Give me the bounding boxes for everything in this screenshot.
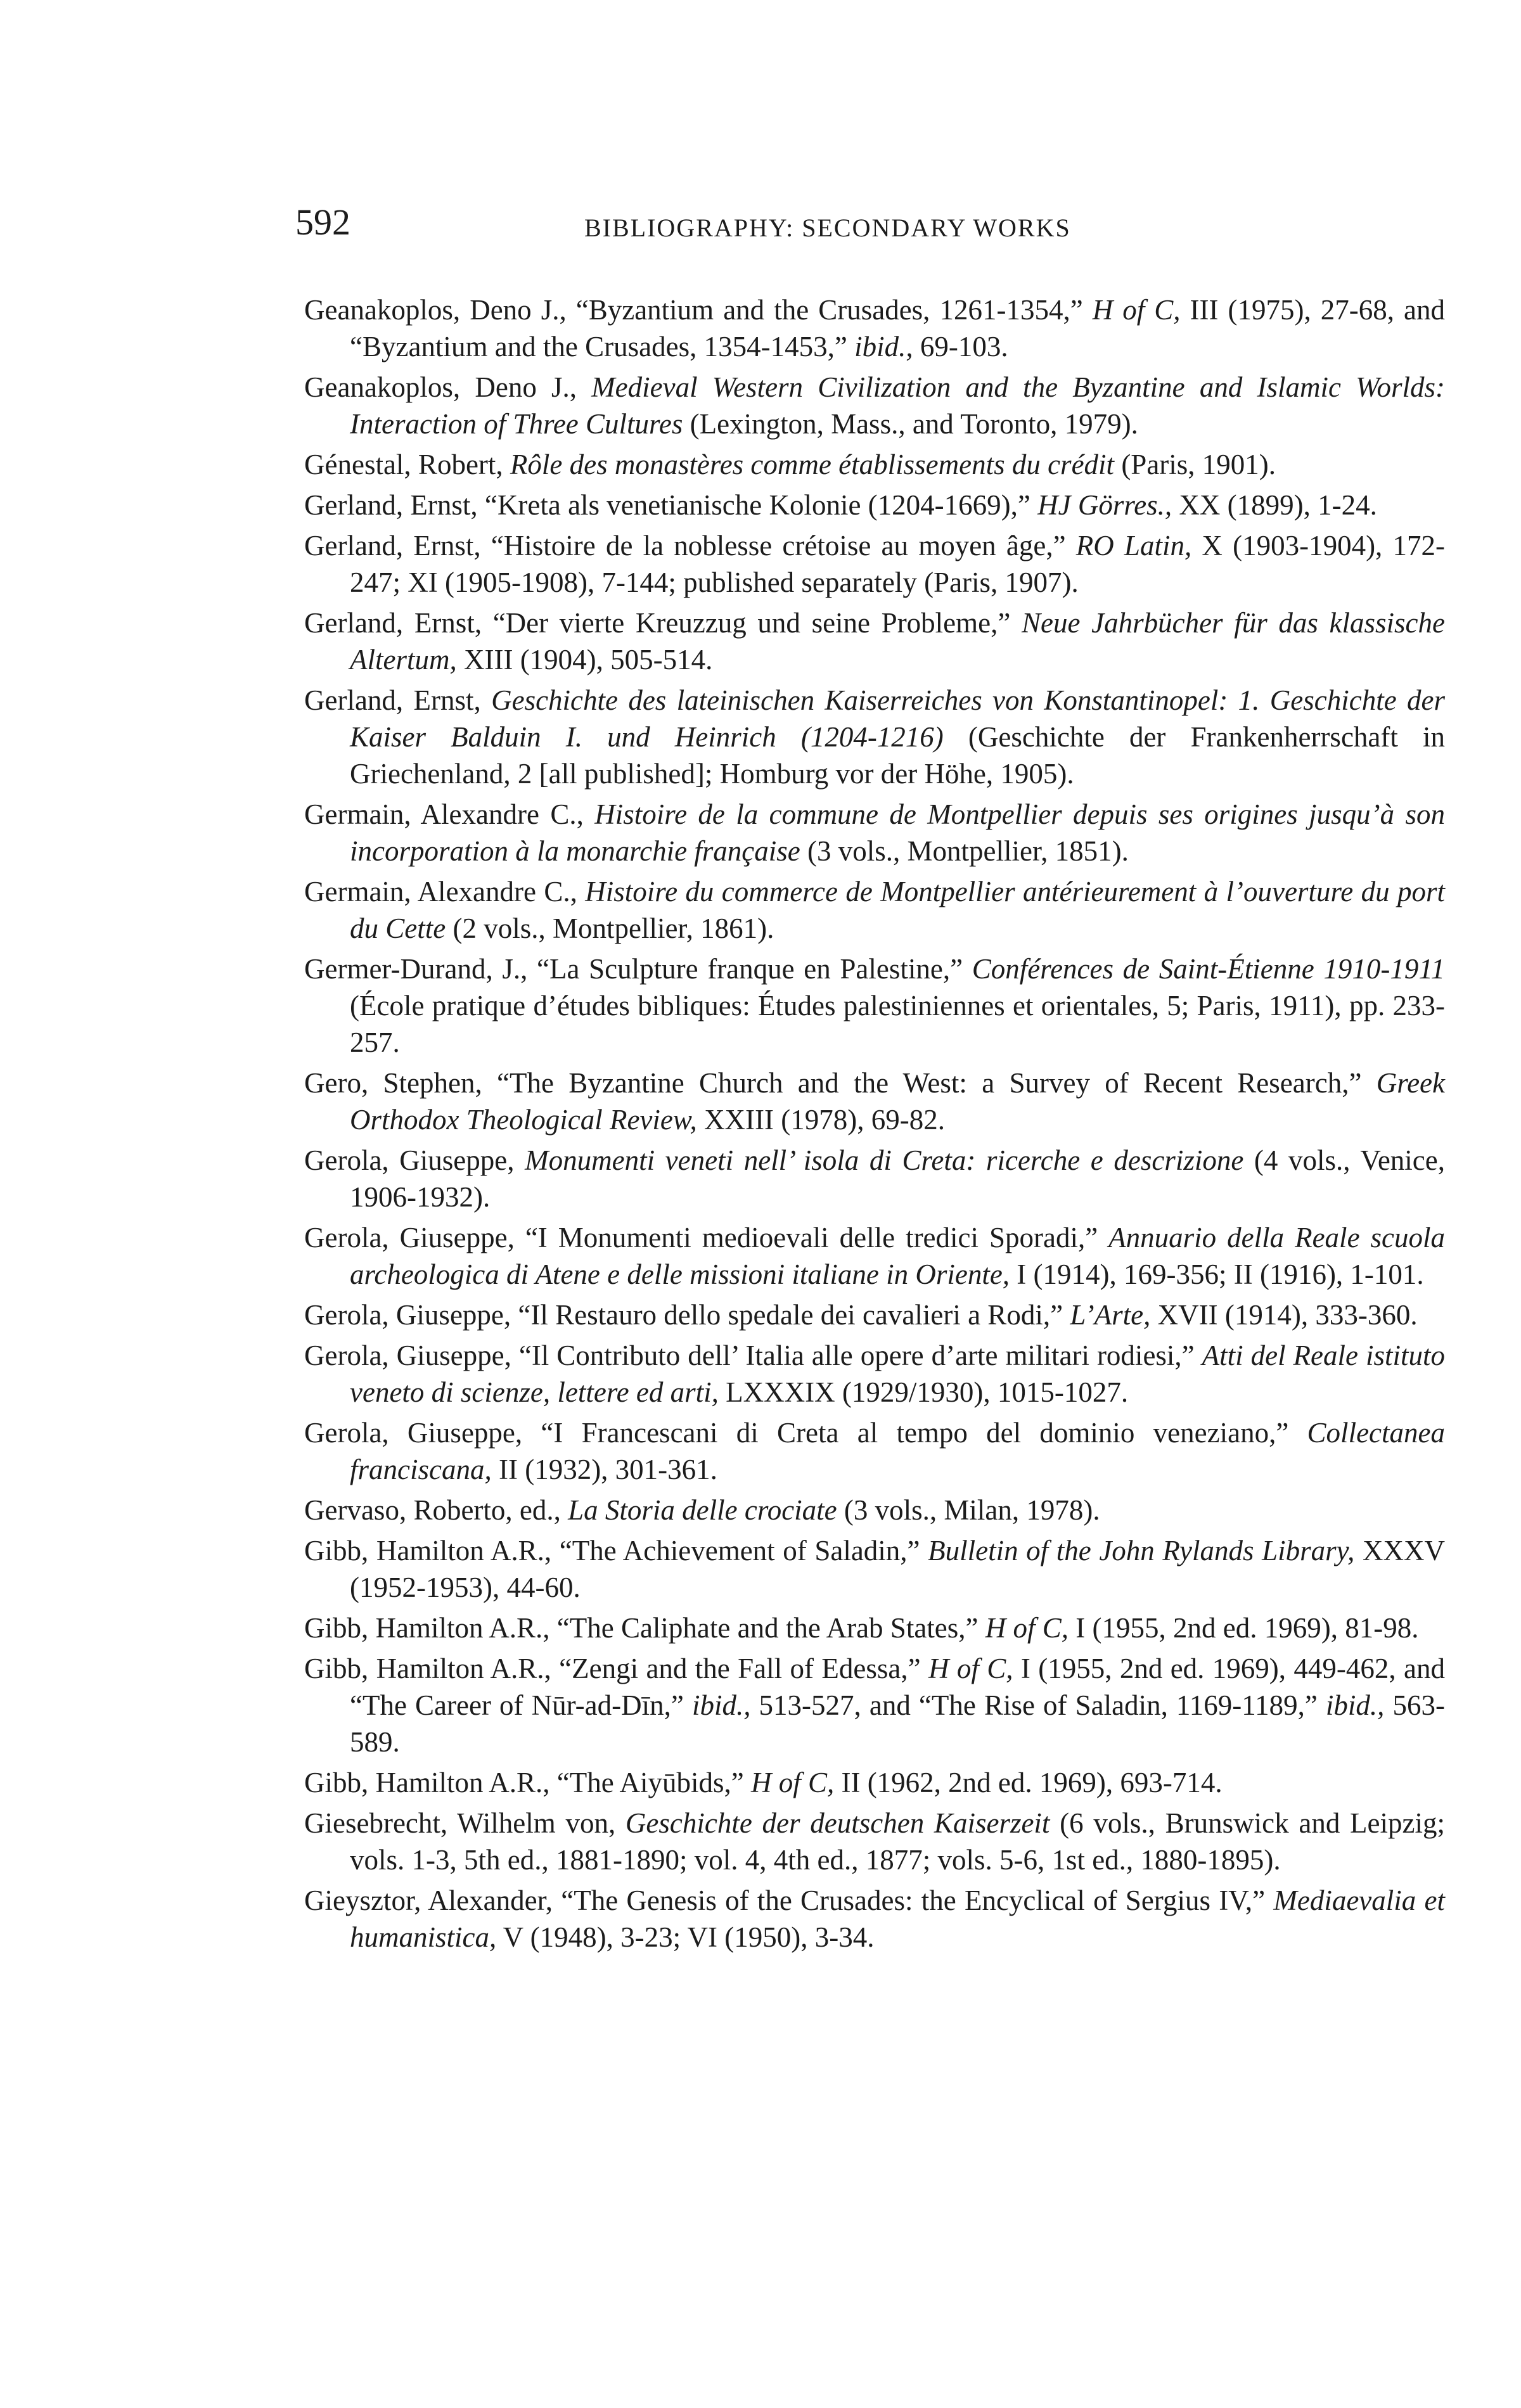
bibliography-entry: Gerola, Giuseppe, “I Francescani di Creta al tempo del dominio veneziano,” Collectanea franciscana, II (1932), 301-361. <box>304 1417 1445 1485</box>
bibliography-entry: Gibb, Hamilton A.R., “Zengi and the Fall of Edessa,” H of C, I (1955, 2nd ed. 1969), 449-462, and “The Career of Nūr-ad-Dīn,” ibid., 513-527, and “The Rise of Saladin, 1169-1189,” ibid., 563-589. <box>304 1653 1446 1758</box>
bibliography-entry: Germer-Durand, J., “La Sculpture franque en Palestine,” Conférences de Saint-Étienne 1910-1911 (École pratique d’études bibliques: Études palestiniennes et orientales, 5; Paris, 1911), pp. 233-257. <box>304 953 1446 1058</box>
bibliography-entry: Gerola, Giuseppe, Monumenti veneti nell’ isola di Creta: ricerche e descrizione (4 vols., Venice, 1906-1932). <box>304 1144 1446 1213</box>
bibliography-list <box>304 291 1445 1959</box>
bibliography-entry: Gerland, Ernst, Geschichte des lateinischen Kaiserreiches von Konstantinopel: 1. Geschichte der Kaiser Balduin I. und Heinrich (1204-1216) (Geschichte der Frankenherrschaft in Griechenland, 2 [all published]; Homburg vor der Höhe, 1905). <box>304 684 1445 790</box>
bibliography-entry: Gerola, Giuseppe, “Il Contributo dell’ Italia alle opere d’arte militari rodiesi,” Atti del Reale istituto veneto di scienze, lettere ed arti, LXXXIX (1929/1930), 1015-1027. <box>304 1340 1445 1408</box>
bibliography-entry: Génestal, Robert, Rôle des monastères comme établissements du crédit (Paris, 1901). <box>304 449 1276 480</box>
bibliography-entry: Geanakoplos, Deno J., Medieval Western Civilization and the Byzantine and Islamic Worlds: Interaction of Three Cultures (Lexington, Mass., and Toronto, 1979). <box>304 371 1445 440</box>
bibliography-entry: Gerola, Giuseppe, “Il Restauro dello spedale dei cavalieri a Rodi,” L’Arte, XVII (1914), 333-360. <box>304 1299 1418 1331</box>
bibliography-entry: Gerola, Giuseppe, “I Monumenti medioevali delle tredici Sporadi,” Annuario della Reale scuola archeologica di Atene e delle missioni italiane in Oriente, I (1914), 169-356; II (1916), 1-101. <box>304 1222 1445 1290</box>
bibliography-entry: Gerland, Ernst, “Der vierte Kreuzzug und seine Probleme,” Neue Jahrbücher für das klassische Altertum, XIII (1904), 505-514. <box>304 607 1445 676</box>
bibliography-entry: Gibb, Hamilton A.R., “The Aiyūbids,” H of C, II (1962, 2nd ed. 1969), 693-714. <box>304 1767 1223 1798</box>
bibliography-entry: Germain, Alexandre C., Histoire de la commune de Montpellier depuis ses origines jusqu’à son incorporation à la monarchie française (3 vols., Montpellier, 1851). <box>304 798 1445 867</box>
bibliography-entry: Germain, Alexandre C., Histoire du commerce de Montpellier antérieurement à l’ouverture du port du Cette (2 vols., Montpellier, 1861). <box>304 876 1445 944</box>
bibliography-entry: Gibb, Hamilton A.R., “The Caliphate and the Arab States,” H of C, I (1955, 2nd ed. 1969), 81-98. <box>304 1612 1419 1644</box>
bibliography-entry: Gerland, Ernst, “Histoire de la noblesse crétoise au moyen âge,” RO Latin, X (1903-1904), 172-247; XI (1905-1908), 7-144; published separately (Paris, 1907). <box>304 530 1445 598</box>
bibliography-entry: Gieysztor, Alexander, “The Genesis of the Crusades: the Encyclical of Sergius IV,” Mediaevalia et humanistica, V (1948), 3-23; VI (1950), 3-34. <box>304 1885 1445 1953</box>
bibliography-entry: Gerland, Ernst, “Kreta als venetianische Kolonie (1204-1669),” HJ Görres., XX (1899), 1-24. <box>304 489 1377 521</box>
bibliography-entry: Gibb, Hamilton A.R., “The Achievement of Saladin,” Bulletin of the John Rylands Library, XXXV (1952-1953), 44-60. <box>304 1535 1445 1603</box>
bibliography-entry: Geanakoplos, Deno J., “Byzantium and the Crusades, 1261-1354,” H of C, III (1975), 27-68, and “Byzantium and the Crusades, 1354-1453,” ibid., 69-103. <box>304 294 1446 362</box>
bibliography-entry: Giesebrecht, Wilhelm von, Geschichte der deutschen Kaiserzeit (6 vols., Brunswick and Leipzig; vols. 1-3, 5th ed., 1881-1890; vol. 4, 4th ed., 1877; vols. 5-6, 1st ed., 1880-1895). <box>304 1807 1445 1876</box>
running-head: BIBLIOGRAPHY: SECONDARY WORKS <box>584 214 1071 242</box>
bibliography-entry: Gero, Stephen, “The Byzantine Church and the West: a Survey of Recent Research,” Greek Orthodox Theological Review, XXIII (1978), 69-82. <box>304 1067 1445 1136</box>
page-number: 592 <box>295 202 350 243</box>
bibliography-entry: Gervaso, Roberto, ed., La Storia delle crociate (3 vols., Milan, 1978). <box>304 1494 1100 1526</box>
